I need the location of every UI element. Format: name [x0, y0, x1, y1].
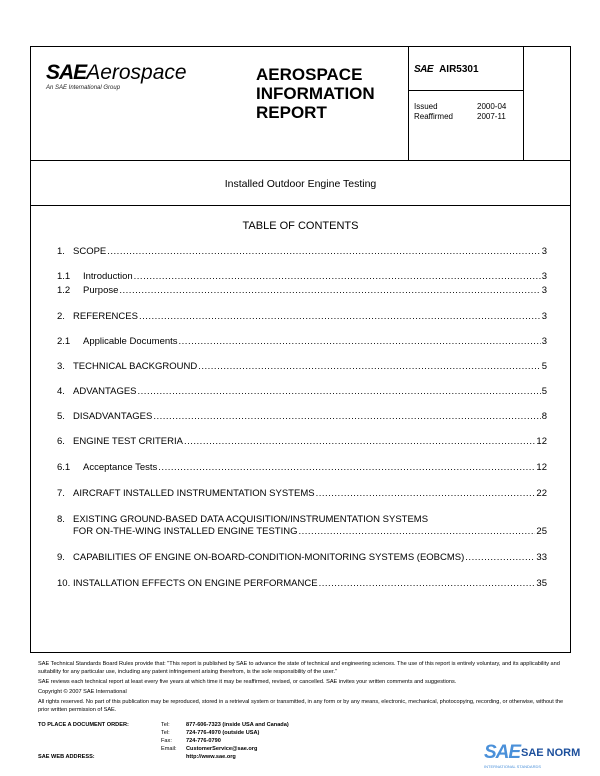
toc-entry[interactable]: 9. CAPABILITIES OF ENGINE ON-BOARD-CONDITION-MONITORING SYSTEMS (EOBCMS) ..... 33	[57, 552, 547, 564]
issued-label: Issued	[414, 102, 438, 111]
doc-type-line-3: REPORT	[256, 103, 327, 122]
footer-rights: All rights reserved. No part of this publication may be reproduced, stored in a retrieval system or transmitted, in any form or by any means, electronic, mechanical, photocopying, recording, or otherwise, without the prior written permission of SAE.	[38, 699, 564, 713]
publisher-logo	[31, 47, 246, 160]
toc-entry[interactable]: 6. ENGINE TEST CRITERIA ..... 12	[57, 436, 547, 448]
header-divider-right	[523, 47, 524, 160]
issued-value: 2000-04	[477, 102, 507, 111]
toc-entry[interactable]: 6.1 Acceptance Tests ..... 12	[57, 462, 547, 474]
sae-mark: SAE	[414, 64, 434, 75]
web-address-link[interactable]: http://www.sae.org	[186, 754, 236, 760]
reaffirmed-value: 2007-11	[477, 112, 506, 121]
document-number: AIR5301	[439, 64, 479, 75]
document-header	[30, 46, 571, 161]
legal-footer	[38, 660, 568, 716]
toc-entry[interactable]: 2. REFERENCES ..... 3	[57, 311, 547, 323]
web-label: SAE WEB ADDRESS:	[38, 754, 95, 760]
toc-heading: TABLE OF CONTENTS	[242, 220, 359, 232]
toc-entry[interactable]: 8. EXISTING GROUND-BASED DATA ACQUISITION/INSTRUMENTATION SYSTEMS FOR ON-THE-WING INSTALLED ENGINE TESTING ..... 25	[57, 514, 547, 538]
document-title: Installed Outdoor Engine Testing	[224, 178, 377, 190]
title-band	[30, 160, 571, 206]
logo-subtitle: An SAE International Group	[46, 85, 121, 91]
toc-entry[interactable]: 5. DISADVANTAGES ..... 8	[57, 411, 547, 423]
toc-entry[interactable]: 4. ADVANTAGES ..... 5	[57, 386, 547, 398]
issued-row	[414, 102, 506, 111]
order-phone-intl[interactable]: 724-776-4970 (outside USA)	[186, 730, 260, 736]
footer-rules: SAE Technical Standards Board Rules provide that: "This report is published by SAE to advance the state of technical and engineering sciences. The use of this report is entirely voluntary, and its applicability and suitability for any particular use, including any patent infringement arising therefrom, is the sole responsibility of the user."	[38, 661, 560, 675]
order-phone[interactable]: 877-606-7323 (inside USA and Canada)	[186, 722, 289, 728]
toc-entry[interactable]: 2.1 Applicable Documents ..... 3	[57, 336, 547, 348]
reaffirmed-row	[414, 112, 506, 121]
doc-type-line-1: AEROSPACE	[256, 65, 363, 84]
meta-divider	[409, 90, 523, 91]
logo-sae: SAE	[46, 61, 87, 84]
toc-entry[interactable]: 1.2 Purpose ..... 3	[57, 285, 547, 297]
order-fax: 724-776-0790	[186, 738, 221, 744]
footer-copyright: Copyright © 2007 SAE International	[38, 689, 127, 695]
document-meta	[409, 47, 523, 160]
logo-aerospace: Aerospace	[86, 61, 187, 84]
document-type	[246, 47, 408, 160]
footer-review: SAE reviews each technical report at least every five years at which time it may be reaffirmed, revised, or cancelled. SAE invites your written comments and suggestions.	[38, 679, 457, 685]
table-of-contents	[30, 206, 571, 653]
reaffirmed-label: Reaffirmed	[414, 112, 453, 121]
order-label: TO PLACE A DOCUMENT ORDER:	[38, 722, 129, 728]
toc-entry[interactable]: 1. SCOPE ..... 3	[57, 246, 547, 258]
toc-entry[interactable]: 10. INSTALLATION EFFECTS ON ENGINE PERFORMANCE ..... 35	[57, 578, 547, 590]
order-email[interactable]: CustomerService@sae.org	[186, 746, 258, 752]
sae-norm-watermark-logo: SAE SAE NORM INTERNATIONAL STANDARDS	[484, 742, 581, 769]
toc-entry[interactable]: 1.1 Introduction ..... 3	[57, 271, 547, 283]
toc-entry[interactable]: 3. TECHNICAL BACKGROUND ..... 5	[57, 361, 547, 373]
toc-entry[interactable]: 7. AIRCRAFT INSTALLED INSTRUMENTATION SYSTEMS ..... 22	[57, 488, 547, 500]
document-page: SAEAerospace An SAE International Group AEROSPACE INFORMATION REPORT SAE AIR5301 Issued 2000-04 Reaffirmed 2007-11 Installed Outdoor Engine Testing TABLE OF CONTENTS 1. SCOPE ..... 3 1.1 Introduction ..... 3 1.2 Purpose ..... 3 2. REFERENCES ..... 3 2.1 Applicable Documents ..... 3 3. TECHNICAL BACKGROUND ..... 5 4. ADVANTAGES ..... 5 5. DISADVANTAGES ..... 8 6. ENGINE TEST CRITERIA ..... 12 6.1 Acceptance Tests ..... 12 7. AIRCRAFT INSTALLED INSTRUMENTATION SYSTEMS ..... 22 8. EXISTING GROUND-BASED DATA ACQUISITION/INSTRUMENTATION SYSTEMS FOR ON-THE-WING INSTALLED ENGINE TESTING ..... 25 9. CAPABILITIES OF ENGINE ON-BOARD-CONDITION-MONITORING SYSTEMS (EOBCMS) ..... 33 10. INSTALLATION EFFECTS ON ENGINE PERFORMANCE ..... 35 SAE Technical Standards Board Rules provide that: "This report is published by SAE to advance the state of technical and engineering sciences. The use of this report is entirely voluntary, and its applicability and suitability for any particular use, including any patent infringement arising therefrom, is the sole responsibility of the user." SAE reviews each technical report at least every five years at which time it may be reaffirmed, revised, or cancelled. SAE invites your written comments and suggestions. Copyright © 2007 SAE International All rights reserved. No part of this publication may be reproduced, stored in a retrieval system or transmitted, in any form or by any means, electronic, mechanical, photocopying, recording, or otherwise, without the prior written permission of SAE. TO PLACE A DOCUMENT ORDER: Tel: 877-606-7323 (inside USA and Canada) Tel: 724-776-4970 (outside USA) Fax: 724-776-0790 Email: CustomerService@sae.org SAE WEB ADDRESS: http://www.sae.org SAE SAE NORM INTERNATIONAL STANDARDS	[0, 0, 600, 776]
doc-type-line-2: INFORMATION	[256, 84, 375, 103]
